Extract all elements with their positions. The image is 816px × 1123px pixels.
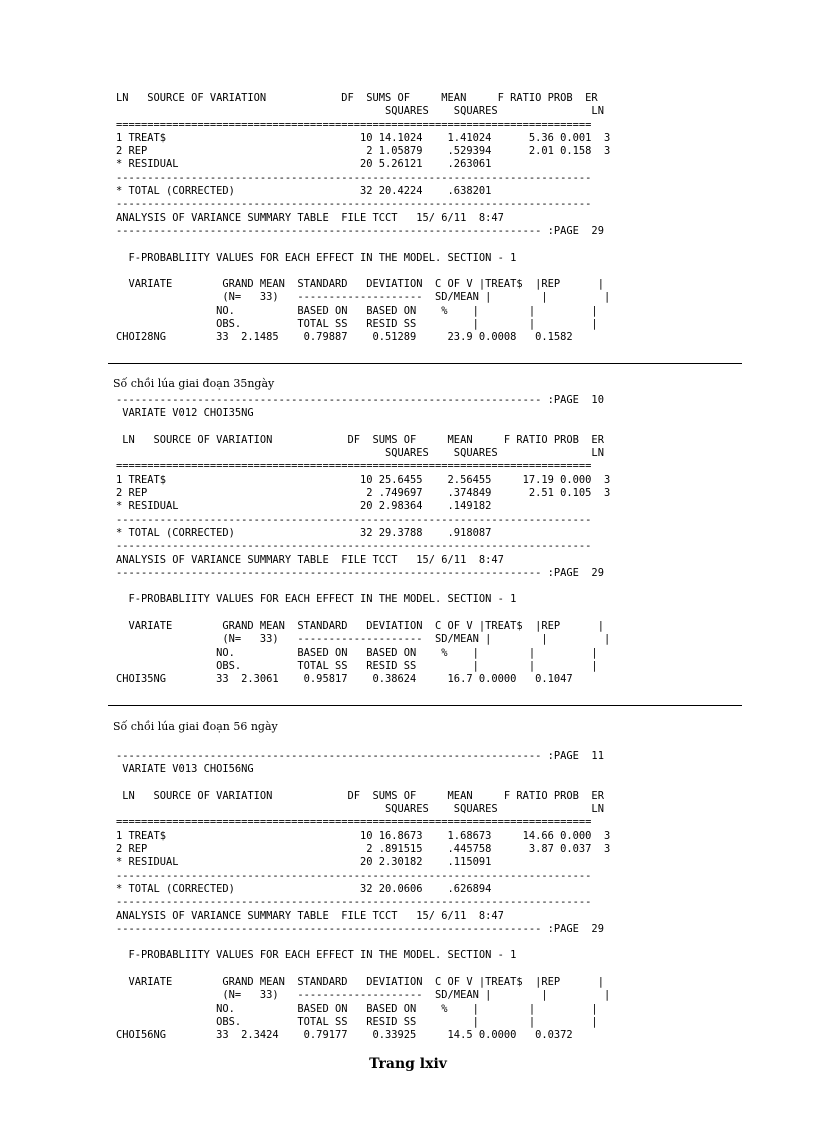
page-number-label: Trang lxiv: [369, 1056, 447, 1072]
section-divider: [108, 705, 742, 706]
anova-block-choi56ng: -------------------------------------------------------------------- :PAGE 11 VARIATE V013 CHOI56NG LN SOURCE OF VARIATION DF SUMS OF MEAN F RATIO PROB ER SQUARES SQUARES LN ============================================================================ 1 TREAT$ 10 16.8673 1.68673 14.66 0.000 3 2 REP 2 .891515 .445758 3.87 0.037 3 * RESIDUAL 20 2.30182 .115091 ---------------------------------------------------------------------------- * TOTAL (CORRECTED) 32 20.0606 .626894 ---------------------------------------------------------------------------- ANALYSIS OF VARIANCE SUMMARY TABLE FILE TCCT 15/ 6/11 8:47 -------------------------------------------------------------------- :PAGE 29 F-PROBABLIITY VALUES FOR EACH EFFECT IN THE MODEL. SECTION - 1 VARIATE GRAND MEAN STANDARD DEVIATION C OF V |TREAT$ |REP | (N= 33) -------------------- SD/MEAN | | | NO. BASED ON BASED ON % | | | OBS. TOTAL SS RESID SS | | | CHOI56NG 33 2.3424 0.79177 0.33925 14.5 0.0000 0.0372: [116, 750, 611, 1042]
section-divider: [108, 363, 742, 364]
anova-block-choi28ng: LN SOURCE OF VARIATION DF SUMS OF MEAN F RATIO PROB ER SQUARES SQUARES LN ============================================================================ 1 TREAT$ 10 14.1024 1.41024 5.36 0.001 3 2 REP 2 1.05879 .529394 2.01 0.158 3 * RESIDUAL 20 5.26121 .263061 ---------------------------------------------------------------------------- * TOTAL (CORRECTED) 32 20.4224 .638201 ---------------------------------------------------------------------------- ANALYSIS OF VARIANCE SUMMARY TABLE FILE TCCT 15/ 6/11 8:47 -------------------------------------------------------------------- :PAGE 29 F-PROBABLIITY VALUES FOR EACH EFFECT IN THE MODEL. SECTION - 1 VARIATE GRAND MEAN STANDARD DEVIATION C OF V |TREAT$ |REP | (N= 33) -------------------- SD/MEAN | | | NO. BASED ON BASED ON % | | | OBS. TOTAL SS RESID SS | | | CHOI28NG 33 2.1485 0.79887 0.51289 23.9 0.0008 0.1582: [116, 92, 611, 344]
anova-block-choi35ng: -------------------------------------------------------------------- :PAGE 10 VARIATE V012 CHOI35NG LN SOURCE OF VARIATION DF SUMS OF MEAN F RATIO PROB ER SQUARES SQUARES LN ============================================================================ 1 TREAT$ 10 25.6455 2.56455 17.19 0.000 3 2 REP 2 .749697 .374849 2.51 0.105 3 * RESIDUAL 20 2.98364 .149182 ---------------------------------------------------------------------------- * TOTAL (CORRECTED) 32 29.3788 .918087 ---------------------------------------------------------------------------- ANALYSIS OF VARIANCE SUMMARY TABLE FILE TCCT 15/ 6/11 8:47 -------------------------------------------------------------------- :PAGE 29 F-PROBABLIITY VALUES FOR EACH EFFECT IN THE MODEL. SECTION - 1 VARIATE GRAND MEAN STANDARD DEVIATION C OF V |TREAT$ |REP | (N= 33) -------------------- SD/MEAN | | | NO. BASED ON BASED ON % | | | OBS. TOTAL SS RESID SS | | | CHOI35NG 33 2.3061 0.95817 0.38624 16.7 0.0000 0.1047: [116, 394, 611, 686]
caption-35-days: Số chồi lúa giai đoạn 35ngày: [113, 377, 275, 390]
caption-56-days: Số chồi lúa giai đoạn 56 ngày: [113, 720, 278, 733]
